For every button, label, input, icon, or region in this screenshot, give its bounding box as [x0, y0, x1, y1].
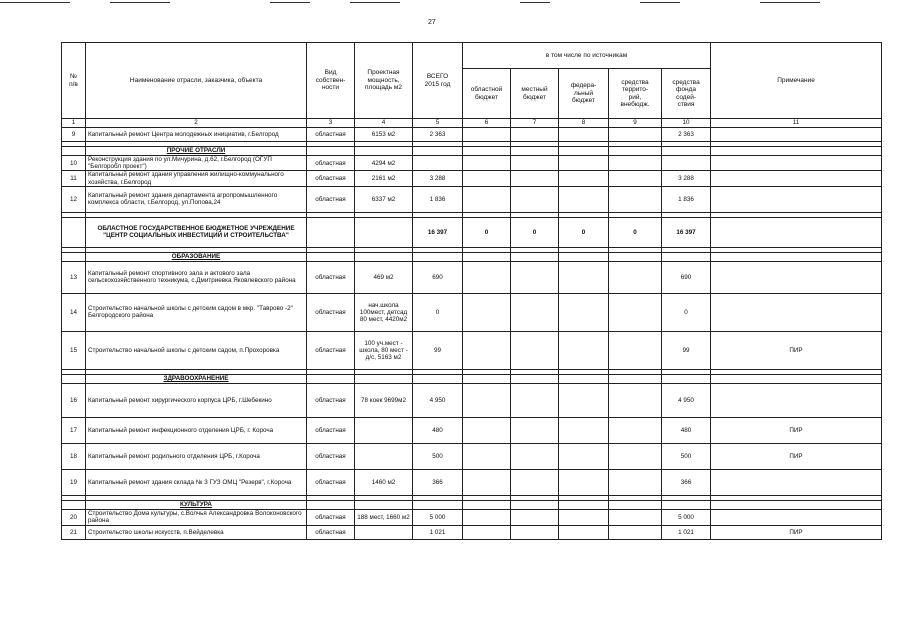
section-row	[62, 147, 882, 156]
total-2015: 5 000	[413, 509, 463, 525]
column-number-7: 7	[511, 119, 559, 128]
section-empty-cell	[307, 374, 355, 383]
column-numbers-row	[62, 119, 882, 128]
total-2015: 4 950	[413, 383, 463, 417]
table-row	[62, 525, 882, 539]
note: ПИР	[711, 443, 882, 469]
section-empty-cell	[511, 147, 559, 156]
section-title: КУЛЬТУРА	[86, 500, 307, 509]
capacity: 100 уч.мест - школа, 80 мест - д/с, 5163 м2	[355, 331, 413, 369]
ownership-type: областная	[307, 171, 355, 186]
section-empty-cell	[463, 252, 511, 261]
local-budget	[511, 469, 559, 495]
ownership-type: областная	[307, 156, 355, 171]
section-empty-cell	[609, 147, 662, 156]
ownership-type: областная	[307, 443, 355, 469]
ownership-type: областная	[307, 383, 355, 417]
capacity	[355, 417, 413, 443]
fund-amount	[662, 156, 711, 171]
extra-budget	[609, 171, 662, 186]
ownership-type: областная	[307, 293, 355, 331]
section-empty-cell	[609, 374, 662, 383]
section-empty-cell	[711, 252, 882, 261]
section-empty-cell	[355, 252, 413, 261]
total-2015	[413, 156, 463, 171]
section-empty-cell	[662, 374, 711, 383]
object-name: Капитальный ремонт здания департамента агропромышленного комплекса области, г.Белгород, ул.Попова,24	[86, 186, 307, 212]
fund-amount: 1 021	[662, 525, 711, 539]
federal-budget	[559, 417, 609, 443]
section-empty-cell	[662, 147, 711, 156]
section-empty-cell	[711, 147, 882, 156]
total-2015: 1 021	[413, 525, 463, 539]
object-name: Капитальный ремонт инфекционного отделения ЦРБ, г. Короча	[86, 417, 307, 443]
section-empty-cell	[413, 147, 463, 156]
summary-title: ОБЛАСТНОЕ ГОСУДАРСТВЕННОЕ БЮДЖЕТНОЕ УЧРЕЖДЕНИЕ "ЦЕНТР СОЦИАЛЬНЫХ ИНВЕСТИЦИЙ И СТРОИТЕЛЬСТВА"	[86, 217, 307, 247]
ownership-type: областная	[307, 525, 355, 539]
capacity	[355, 443, 413, 469]
federal-budget	[559, 156, 609, 171]
extra-budget	[609, 331, 662, 369]
summary-note-cell	[711, 217, 882, 247]
section-empty-cell	[463, 147, 511, 156]
fund-amount: 99	[662, 331, 711, 369]
federal-budget	[559, 331, 609, 369]
federal-budget	[559, 128, 609, 142]
extra-budget	[609, 186, 662, 212]
table-row	[62, 293, 882, 331]
local-budget	[511, 171, 559, 186]
section-title: ОБРАЗОВАНИЕ	[86, 252, 307, 261]
regional-budget	[463, 383, 511, 417]
header-capacity: Проектная мощность, площадь м2	[355, 43, 413, 119]
federal-budget	[559, 469, 609, 495]
summary-regional: 0	[463, 217, 511, 247]
column-number-4: 4	[355, 119, 413, 128]
summary-total: 16 397	[413, 217, 463, 247]
row-number: 20	[62, 509, 86, 525]
regional-budget	[463, 331, 511, 369]
section-empty-cell	[609, 500, 662, 509]
object-name: Капитальный ремонт здания склада № 3 ГУЗ ОМЦ "Резерв", г.Короча	[86, 469, 307, 495]
section-empty-cell	[413, 374, 463, 383]
section-row	[62, 374, 882, 383]
table-row	[62, 417, 882, 443]
local-budget	[511, 156, 559, 171]
column-number-9: 9	[609, 119, 662, 128]
column-number-8: 8	[559, 119, 609, 128]
section-title: ЗДРАВООХРАНЕНИЕ	[86, 374, 307, 383]
federal-budget	[559, 261, 609, 293]
total-2015: 2 363	[413, 128, 463, 142]
capacity: нач.школа 100мест, детсад 80 мест, 4420м2	[355, 293, 413, 331]
table-row	[62, 443, 882, 469]
row-number: 10	[62, 156, 86, 171]
capacity: 78 коек 9699м2	[355, 383, 413, 417]
federal-budget	[559, 383, 609, 417]
federal-budget	[559, 509, 609, 525]
fund-amount: 480	[662, 417, 711, 443]
column-number-1: 1	[62, 119, 86, 128]
local-budget	[511, 443, 559, 469]
section-empty-cell	[711, 500, 882, 509]
note	[711, 469, 882, 495]
summary-row	[62, 217, 882, 247]
fund-amount: 366	[662, 469, 711, 495]
note: ПИР	[711, 417, 882, 443]
extra-budget	[609, 383, 662, 417]
header-num: № п/в	[62, 43, 86, 119]
regional-budget	[463, 156, 511, 171]
local-budget	[511, 417, 559, 443]
capacity: 2161 м2	[355, 171, 413, 186]
table-row	[62, 186, 882, 212]
summary-extra: 0	[609, 217, 662, 247]
table-row	[62, 128, 882, 142]
regional-budget	[463, 128, 511, 142]
section-row	[62, 252, 882, 261]
object-name: Строительство начальной школы с детским садом в мкр. "Таврово -2" Белгородского района	[86, 293, 307, 331]
local-budget	[511, 509, 559, 525]
note	[711, 156, 882, 171]
row-number: 19	[62, 469, 86, 495]
fund-amount: 3 288	[662, 171, 711, 186]
total-2015: 480	[413, 417, 463, 443]
header-fund: средства фонда содей- ствия	[662, 69, 711, 119]
table-row	[62, 171, 882, 186]
object-name: Строительство начальной школы с детским садом, п.Прохоровка	[86, 331, 307, 369]
section-empty-cell	[355, 147, 413, 156]
note	[711, 383, 882, 417]
section-empty-cell	[307, 252, 355, 261]
total-2015: 3 288	[413, 171, 463, 186]
table-row	[62, 469, 882, 495]
note	[711, 171, 882, 186]
row-number: 15	[62, 331, 86, 369]
local-budget	[511, 186, 559, 212]
note	[711, 293, 882, 331]
row-number: 18	[62, 443, 86, 469]
header-total: ВСЕГО 2015 год	[413, 43, 463, 119]
section-empty-cell	[559, 147, 609, 156]
local-budget	[511, 261, 559, 293]
section-empty-cell	[662, 500, 711, 509]
federal-budget	[559, 171, 609, 186]
ownership-type: областная	[307, 261, 355, 293]
section-empty-cell	[413, 252, 463, 261]
local-budget	[511, 331, 559, 369]
section-empty-cell	[511, 500, 559, 509]
table-row	[62, 331, 882, 369]
capacity: 469 м2	[355, 261, 413, 293]
ownership-type: областная	[307, 331, 355, 369]
section-empty-cell	[609, 252, 662, 261]
section-num-cell	[62, 500, 86, 509]
summary-fund: 16 397	[662, 217, 711, 247]
extra-budget	[609, 128, 662, 142]
section-empty-cell	[307, 500, 355, 509]
column-number-3: 3	[307, 119, 355, 128]
column-number-6: 6	[463, 119, 511, 128]
header-local: местный бюджет	[511, 69, 559, 119]
note	[711, 509, 882, 525]
total-2015: 99	[413, 331, 463, 369]
column-number-5: 5	[413, 119, 463, 128]
ownership-type: областная	[307, 417, 355, 443]
row-number: 9	[62, 128, 86, 142]
section-empty-cell	[413, 500, 463, 509]
row-number: 21	[62, 525, 86, 539]
table-row	[62, 156, 882, 171]
row-number: 13	[62, 261, 86, 293]
summary-local: 0	[511, 217, 559, 247]
header-extra: средства террито- рий, внебюдж.	[609, 69, 662, 119]
fund-amount: 2 363	[662, 128, 711, 142]
section-empty-cell	[511, 252, 559, 261]
fund-amount: 0	[662, 293, 711, 331]
section-empty-cell	[662, 252, 711, 261]
capacity: 6337 м2	[355, 186, 413, 212]
row-number: 17	[62, 417, 86, 443]
summary-federal: 0	[559, 217, 609, 247]
note	[711, 261, 882, 293]
extra-budget	[609, 509, 662, 525]
local-budget	[511, 293, 559, 331]
total-2015: 366	[413, 469, 463, 495]
note	[711, 186, 882, 212]
federal-budget	[559, 443, 609, 469]
regional-budget	[463, 509, 511, 525]
regional-budget	[463, 417, 511, 443]
section-row	[62, 500, 882, 509]
federal-budget	[559, 293, 609, 331]
column-number-2: 2	[86, 119, 307, 128]
header-sources: в том числе по источникам	[463, 43, 711, 69]
object-name: Реконструкция здания по ул.Мичурина, д.62, г.Белгород (ОГУП "Белгоробл проект")	[86, 156, 307, 171]
summary-type-cell	[307, 217, 355, 247]
row-number: 16	[62, 383, 86, 417]
capacity: 4294 м2	[355, 156, 413, 171]
ownership-type: областная	[307, 509, 355, 525]
total-2015: 690	[413, 261, 463, 293]
table-row	[62, 261, 882, 293]
fund-amount: 690	[662, 261, 711, 293]
summary-cap-cell	[355, 217, 413, 247]
extra-budget	[609, 261, 662, 293]
object-name: Капитальный ремонт родильного отделения ЦРБ, г.Короча	[86, 443, 307, 469]
note	[711, 128, 882, 142]
object-name: Капитальный ремонт здания управления жилищно-коммунального хозяйства, г.Белгород	[86, 171, 307, 186]
federal-budget	[559, 186, 609, 212]
regional-budget	[463, 186, 511, 212]
fund-amount: 5 000	[662, 509, 711, 525]
section-num-cell	[62, 374, 86, 383]
note: ПИР	[711, 331, 882, 369]
header-name: Наименование отрасли, заказчика, объекта	[86, 43, 307, 119]
header-regional: областной бюджет	[463, 69, 511, 119]
page-top-edge	[0, 0, 905, 5]
section-empty-cell	[559, 252, 609, 261]
object-name: Капитальный ремонт Центра молодежных инициатив, г.Белгород	[86, 128, 307, 142]
total-2015: 1 836	[413, 186, 463, 212]
note: ПИР	[711, 525, 882, 539]
object-name: Капитальный ремонт хирургического корпуса ЦРБ, г.Шебекино	[86, 383, 307, 417]
capacity	[355, 525, 413, 539]
investment-table	[61, 42, 882, 540]
object-name: Капитальный ремонт спортивного зала и актового зала сельскохозяйственного техникума, с.Дмитриевка Яковлевского района	[86, 261, 307, 293]
section-title: ПРОЧИЕ ОТРАСЛИ	[86, 147, 307, 156]
fund-amount: 500	[662, 443, 711, 469]
section-empty-cell	[511, 374, 559, 383]
table-row	[62, 509, 882, 525]
fund-amount: 4 950	[662, 383, 711, 417]
section-num-cell	[62, 252, 86, 261]
header-federal: федера- льный бюджет	[559, 69, 609, 119]
section-empty-cell	[711, 374, 882, 383]
ownership-type: областная	[307, 128, 355, 142]
extra-budget	[609, 469, 662, 495]
regional-budget	[463, 261, 511, 293]
extra-budget	[609, 156, 662, 171]
summary-num-cell	[62, 217, 86, 247]
federal-budget	[559, 525, 609, 539]
table-row	[62, 383, 882, 417]
row-number: 12	[62, 186, 86, 212]
ownership-type: областная	[307, 469, 355, 495]
total-2015: 500	[413, 443, 463, 469]
header-note: Примечание	[711, 43, 882, 119]
ownership-type: областная	[307, 186, 355, 212]
object-name: Строительство Дома культуры, с.Волчья Александровка Волоконовского района	[86, 509, 307, 525]
capacity: 188 мест, 1660 м2	[355, 509, 413, 525]
object-name: Строительство школы искусств, п.Вейделевка	[86, 525, 307, 539]
local-budget	[511, 128, 559, 142]
section-empty-cell	[463, 374, 511, 383]
local-budget	[511, 383, 559, 417]
section-empty-cell	[463, 500, 511, 509]
regional-budget	[463, 443, 511, 469]
section-empty-cell	[559, 500, 609, 509]
extra-budget	[609, 293, 662, 331]
section-num-cell	[62, 147, 86, 156]
page-number: 27	[428, 19, 436, 26]
extra-budget	[609, 443, 662, 469]
regional-budget	[463, 171, 511, 186]
section-empty-cell	[559, 374, 609, 383]
fund-amount: 1 836	[662, 186, 711, 212]
regional-budget	[463, 469, 511, 495]
local-budget	[511, 525, 559, 539]
total-2015: 0	[413, 293, 463, 331]
row-number: 14	[62, 293, 86, 331]
capacity: 1460 м2	[355, 469, 413, 495]
section-empty-cell	[355, 500, 413, 509]
header-ownership: Вид собствен- ности	[307, 43, 355, 119]
capacity: 6153 м2	[355, 128, 413, 142]
extra-budget	[609, 417, 662, 443]
extra-budget	[609, 525, 662, 539]
column-number-10: 10	[662, 119, 711, 128]
regional-budget	[463, 293, 511, 331]
column-number-11: 11	[711, 119, 882, 128]
row-number: 11	[62, 171, 86, 186]
regional-budget	[463, 525, 511, 539]
section-empty-cell	[355, 374, 413, 383]
section-empty-cell	[307, 147, 355, 156]
